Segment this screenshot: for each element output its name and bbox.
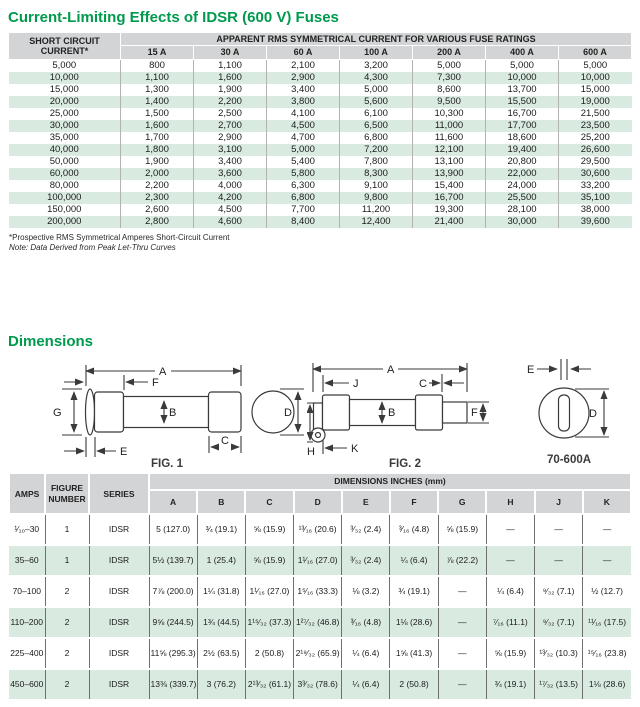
dimension-value-cell: 2 (50.8) bbox=[245, 638, 293, 669]
footnote-prospective: *Prospective RMS Symmetrical Amperes Short-Circuit Current bbox=[9, 232, 230, 242]
apparent-current-value: 17,700 bbox=[486, 120, 559, 132]
apparent-current-value: 1,300 bbox=[121, 84, 194, 96]
apparent-current-value: 9,800 bbox=[340, 192, 413, 204]
dimension-value-cell: ¼ (6.4) bbox=[342, 638, 390, 669]
apparent-current-value: 11,600 bbox=[413, 132, 486, 144]
figure-number-cell: 1 bbox=[45, 514, 89, 545]
apparent-current-value: 13,100 bbox=[413, 156, 486, 168]
current-table-row bbox=[9, 144, 632, 156]
apparent-current-value: 10,300 bbox=[413, 108, 486, 120]
apparent-current-value: 3,800 bbox=[267, 96, 340, 108]
dimension-value-cell: ⅛ (3.2) bbox=[342, 576, 390, 607]
apparent-current-value: 1,600 bbox=[194, 72, 267, 84]
apparent-current-value: 13,700 bbox=[486, 84, 559, 96]
dimension-value-cell: 3³⁄₃₂ (78.6) bbox=[294, 669, 342, 699]
current-table-row bbox=[9, 108, 632, 120]
apparent-current-value: 38,000 bbox=[559, 204, 632, 216]
rating-header-400a: 400 A bbox=[486, 46, 559, 59]
apparent-current-value: 2,200 bbox=[121, 180, 194, 192]
fig2-label-j: J bbox=[353, 378, 359, 391]
apparent-current-value: 3,600 bbox=[194, 168, 267, 180]
fig1-label-g: G bbox=[53, 407, 62, 420]
apparent-current-value: 5,600 bbox=[340, 96, 413, 108]
apparent-current-value: 30,600 bbox=[559, 168, 632, 180]
dimension-value-cell: 1¹⁄₁₆ (27.0) bbox=[294, 545, 342, 576]
dimension-value-cell: ⅝ (15.9) bbox=[438, 514, 486, 545]
short-circuit-value: 15,000 bbox=[49, 84, 79, 96]
fig1-fuse-drawing bbox=[52, 356, 307, 470]
apparent-current-value: 10,000 bbox=[559, 72, 632, 84]
end-view-drawing bbox=[507, 356, 632, 470]
dimensions-table-row bbox=[9, 545, 631, 576]
fig1-label-a: A bbox=[159, 366, 167, 379]
apparent-current-value: 15,000 bbox=[559, 84, 632, 96]
dimension-value-cell: 7⅞ (200.0) bbox=[149, 576, 197, 607]
short-circuit-value: 35,000 bbox=[49, 132, 79, 144]
short-circuit-header bbox=[9, 33, 121, 60]
short-circuit-value: 100,000 bbox=[47, 192, 82, 204]
current-limiting-table-header bbox=[9, 33, 632, 60]
apparent-current-value: 12,100 bbox=[413, 144, 486, 156]
figure-number-cell: 2 bbox=[45, 576, 89, 607]
apparent-current-value: 2,200 bbox=[194, 96, 267, 108]
apparent-current-value: 1,100 bbox=[121, 72, 194, 84]
short-circuit-value: 150,000 bbox=[47, 204, 82, 216]
apparent-current-value: 16,700 bbox=[413, 192, 486, 204]
fig1-label-e: E bbox=[120, 446, 128, 459]
figure-number-header bbox=[45, 473, 89, 513]
dimension-value-cell: 1⅛ (28.6) bbox=[390, 607, 438, 638]
fig1-label-c: C bbox=[221, 435, 229, 448]
apparent-current-value: 26,600 bbox=[559, 144, 632, 156]
dimensions-table-row bbox=[9, 669, 631, 699]
page-title: Current-Limiting Effects of IDSR (600 V) Fuses bbox=[8, 9, 339, 26]
apparent-current-value: 2,300 bbox=[121, 192, 194, 204]
dimension-value-cell: 9⅝ (244.5) bbox=[149, 607, 197, 638]
apparent-current-value: 1,100 bbox=[194, 59, 267, 72]
short-circuit-value: 200,000 bbox=[47, 216, 82, 228]
dim-col-j: J bbox=[535, 490, 583, 514]
apparent-current-value: 4,600 bbox=[194, 216, 267, 228]
end-view-caption: 70-600A bbox=[546, 454, 592, 467]
fig2-label-f: F bbox=[471, 407, 478, 420]
dimension-value-cell: 1⅝ (41.3) bbox=[390, 638, 438, 669]
dimension-value-cell: 1¼ (31.8) bbox=[197, 576, 245, 607]
apparent-current-value: 35,100 bbox=[559, 192, 632, 204]
apparent-current-value: 1,700 bbox=[121, 132, 194, 144]
apparent-current-value: 1,900 bbox=[194, 84, 267, 96]
figure-number-header-line2: NUMBER bbox=[48, 493, 86, 504]
apparent-current-value: 2,900 bbox=[267, 72, 340, 84]
apparent-current-value: 5,400 bbox=[267, 156, 340, 168]
dimension-value-cell: — bbox=[438, 638, 486, 669]
current-table-row bbox=[9, 192, 632, 204]
current-limiting-table bbox=[8, 32, 632, 228]
dimension-value-cell: — bbox=[535, 545, 583, 576]
dim-col-f: F bbox=[390, 490, 438, 514]
dimension-value-cell: — bbox=[438, 669, 486, 699]
apparent-current-value: 39,600 bbox=[559, 216, 632, 228]
apparent-current-value: 2,800 bbox=[121, 216, 194, 228]
dimension-value-cell: ³⁄₁₆ (4.8) bbox=[342, 607, 390, 638]
apparent-current-value: 13,900 bbox=[413, 168, 486, 180]
figure-number-cell: 1 bbox=[45, 545, 89, 576]
dimension-value-cell: ³⁄₁₆ (4.8) bbox=[390, 514, 438, 545]
apparent-current-value: 2,900 bbox=[194, 132, 267, 144]
apparent-current-value: 4,700 bbox=[267, 132, 340, 144]
short-circuit-value: 10,000 bbox=[49, 72, 79, 84]
dimension-value-cell: — bbox=[535, 514, 583, 545]
amps-range-cell: 70–100 bbox=[9, 576, 45, 607]
apparent-current-value: 5,000 bbox=[486, 59, 559, 72]
dim-col-c: C bbox=[245, 490, 293, 514]
dimension-value-cell: 5 (127.0) bbox=[149, 514, 197, 545]
short-circuit-value: 80,000 bbox=[49, 180, 79, 192]
apparent-current-value: 5,000 bbox=[267, 144, 340, 156]
apparent-current-value: 3,100 bbox=[194, 144, 267, 156]
dim-col-a: A bbox=[149, 490, 197, 514]
fig2-label-h: H bbox=[307, 446, 315, 459]
dimension-value-cell: — bbox=[583, 545, 631, 576]
apparent-current-group-header: APPARENT RMS SYMMETRICAL CURRENT FOR VARIOUS FUSE RATINGS bbox=[121, 33, 632, 46]
dim-col-b: B bbox=[197, 490, 245, 514]
amps-range-cell: 450–600 bbox=[9, 669, 45, 699]
dimension-value-cell: ¹³⁄₃₂ (10.3) bbox=[535, 638, 583, 669]
figure-number-cell: 2 bbox=[45, 607, 89, 638]
dimension-value-cell: 1¾ (44.5) bbox=[197, 607, 245, 638]
apparent-current-value: 29,500 bbox=[559, 156, 632, 168]
apparent-current-value: 25,500 bbox=[486, 192, 559, 204]
apparent-current-value: 15,500 bbox=[486, 96, 559, 108]
fig2-label-a: A bbox=[387, 364, 395, 377]
fig1-label-f: F bbox=[152, 377, 159, 390]
apparent-current-value: 16,700 bbox=[486, 108, 559, 120]
dimension-value-cell: 2¹³⁄₃₂ (61.1) bbox=[245, 669, 293, 699]
apparent-current-value: 3,200 bbox=[340, 59, 413, 72]
dimension-value-cell: ⅝ (15.9) bbox=[245, 545, 293, 576]
fig2-caption: FIG. 2 bbox=[389, 458, 421, 471]
apparent-current-value: 20,800 bbox=[486, 156, 559, 168]
dimension-value-cell: ¹⁵⁄₁₆ (23.8) bbox=[583, 638, 631, 669]
dimensions-table bbox=[8, 472, 632, 698]
current-table-row bbox=[9, 156, 632, 168]
series-cell: IDSR bbox=[89, 514, 149, 545]
dimension-value-cell: ¼ (6.4) bbox=[390, 545, 438, 576]
dimension-value-cell: ¼ (6.4) bbox=[342, 669, 390, 699]
dim-col-d: D bbox=[294, 490, 342, 514]
dimensions-table-body bbox=[9, 514, 631, 699]
dim-col-g: G bbox=[438, 490, 486, 514]
amps-range-cell: 110–200 bbox=[9, 607, 45, 638]
current-limiting-table-body bbox=[9, 59, 632, 228]
apparent-current-value: 1,600 bbox=[121, 120, 194, 132]
dimension-value-cell: — bbox=[583, 514, 631, 545]
apparent-current-value: 11,200 bbox=[340, 204, 413, 216]
apparent-current-value: 1,900 bbox=[121, 156, 194, 168]
apparent-current-value: 10,000 bbox=[486, 72, 559, 84]
fig2-label-c: C bbox=[419, 378, 427, 391]
apparent-current-value: 2,100 bbox=[267, 59, 340, 72]
apparent-current-value: 23,500 bbox=[559, 120, 632, 132]
short-circuit-header-line1: SHORT CIRCUIT bbox=[29, 35, 100, 46]
rating-header-100a: 100 A bbox=[340, 46, 413, 59]
apparent-current-value: 5,000 bbox=[413, 59, 486, 72]
apparent-current-value: 4,100 bbox=[267, 108, 340, 120]
dimension-figures bbox=[52, 356, 632, 470]
dimensions-table-row bbox=[9, 607, 631, 638]
dimension-value-cell: ⁷⁄₁₆ (11.1) bbox=[486, 607, 534, 638]
apparent-current-value: 1,500 bbox=[121, 108, 194, 120]
apparent-current-value: 800 bbox=[121, 59, 194, 72]
dimension-value-cell: — bbox=[486, 545, 534, 576]
apparent-current-value: 30,000 bbox=[486, 216, 559, 228]
dimension-value-cell: 1⁵⁄₁₆ (33.3) bbox=[294, 576, 342, 607]
rating-header-30a: 30 A bbox=[194, 46, 267, 59]
apparent-current-value: 6,500 bbox=[340, 120, 413, 132]
apparent-current-value: 12,400 bbox=[340, 216, 413, 228]
amps-range-cell: ¹⁄₁₀–30 bbox=[9, 514, 45, 545]
dimension-value-cell: ¾ (19.1) bbox=[486, 669, 534, 699]
apparent-current-value: 8,400 bbox=[267, 216, 340, 228]
apparent-current-value: 21,400 bbox=[413, 216, 486, 228]
figure-number-header-line1: FIGURE bbox=[50, 483, 84, 494]
dimensions-table-row bbox=[9, 576, 631, 607]
rating-header-15a: 15 A bbox=[121, 46, 194, 59]
dim-col-e: E bbox=[342, 490, 390, 514]
dimension-value-cell: 2½ (63.5) bbox=[197, 638, 245, 669]
apparent-current-value: 19,400 bbox=[486, 144, 559, 156]
amps-header: AMPS bbox=[9, 473, 45, 513]
dimension-value-cell: — bbox=[438, 576, 486, 607]
short-circuit-value: 30,000 bbox=[49, 120, 79, 132]
apparent-current-value: 28,100 bbox=[486, 204, 559, 216]
dimension-value-cell: 1¹⁵⁄₃₂ (37.3) bbox=[245, 607, 293, 638]
dimension-value-cell: — bbox=[486, 514, 534, 545]
current-table-row bbox=[9, 84, 632, 96]
dimension-value-cell: ³⁄₃₂ (2.4) bbox=[342, 545, 390, 576]
amps-range-cell: 35–60 bbox=[9, 545, 45, 576]
dimension-value-cell: 1⅛ (28.6) bbox=[583, 669, 631, 699]
end-view-label-d: D bbox=[589, 408, 597, 421]
footnotes bbox=[9, 233, 632, 254]
dimension-value-cell: ¹³⁄₁₆ (20.6) bbox=[294, 514, 342, 545]
dimension-value-cell: 11⅝ (295.3) bbox=[149, 638, 197, 669]
short-circuit-value: 5,000 bbox=[52, 60, 77, 72]
apparent-current-value: 8,300 bbox=[340, 168, 413, 180]
apparent-current-value: 1,400 bbox=[121, 96, 194, 108]
current-table-row bbox=[9, 120, 632, 132]
figure-number-cell: 2 bbox=[45, 669, 89, 699]
dimension-value-cell: 2 (50.8) bbox=[390, 669, 438, 699]
current-table-row bbox=[9, 59, 632, 72]
apparent-current-value: 3,400 bbox=[267, 84, 340, 96]
dimensions-group-header: DIMENSIONS INCHES (mm) bbox=[149, 473, 631, 489]
current-table-row bbox=[9, 168, 632, 180]
apparent-current-value: 6,100 bbox=[340, 108, 413, 120]
series-cell: IDSR bbox=[89, 607, 149, 638]
apparent-current-value: 5,800 bbox=[267, 168, 340, 180]
figure-number-cell: 2 bbox=[45, 638, 89, 669]
current-table-row bbox=[9, 216, 632, 228]
apparent-current-value: 6,800 bbox=[267, 192, 340, 204]
fig1-label-b: B bbox=[169, 407, 177, 420]
rating-header-60a: 60 A bbox=[267, 46, 340, 59]
apparent-current-value: 4,300 bbox=[340, 72, 413, 84]
dim-col-h: H bbox=[486, 490, 534, 514]
dimension-value-cell: ¼ (6.4) bbox=[486, 576, 534, 607]
rating-header-600a: 600 A bbox=[559, 46, 632, 59]
apparent-current-value: 11,000 bbox=[413, 120, 486, 132]
fig2-label-k: K bbox=[351, 443, 359, 456]
apparent-current-value: 9,500 bbox=[413, 96, 486, 108]
series-cell: IDSR bbox=[89, 669, 149, 699]
dimension-value-cell: 3 (76.2) bbox=[197, 669, 245, 699]
apparent-current-value: 5,000 bbox=[340, 84, 413, 96]
amps-range-cell: 225–400 bbox=[9, 638, 45, 669]
dimension-value-cell: — bbox=[438, 607, 486, 638]
apparent-current-value: 19,000 bbox=[559, 96, 632, 108]
apparent-current-value: 2,500 bbox=[194, 108, 267, 120]
apparent-current-value: 8,600 bbox=[413, 84, 486, 96]
apparent-current-value: 7,200 bbox=[340, 144, 413, 156]
dimension-value-cell: 5½ (139.7) bbox=[149, 545, 197, 576]
apparent-current-value: 4,500 bbox=[267, 120, 340, 132]
short-circuit-value: 40,000 bbox=[49, 144, 79, 156]
apparent-current-value: 7,800 bbox=[340, 156, 413, 168]
apparent-current-value: 6,800 bbox=[340, 132, 413, 144]
dimension-value-cell: 1¹⁄₁₆ (27.0) bbox=[245, 576, 293, 607]
dimensions-table-header bbox=[9, 473, 631, 513]
short-circuit-value: 25,000 bbox=[49, 108, 79, 120]
apparent-current-value: 24,000 bbox=[486, 180, 559, 192]
series-header: SERIES bbox=[89, 473, 149, 513]
dimensions-heading: Dimensions bbox=[8, 333, 94, 351]
dimension-value-cell: 13⅜ (339.7) bbox=[149, 669, 197, 699]
fig1-label-d: D bbox=[284, 407, 292, 420]
apparent-current-value: 18,600 bbox=[486, 132, 559, 144]
apparent-current-value: 6,300 bbox=[267, 180, 340, 192]
current-table-row bbox=[9, 180, 632, 192]
fig2-label-b: B bbox=[388, 407, 396, 420]
apparent-current-value: 2,700 bbox=[194, 120, 267, 132]
current-table-row bbox=[9, 132, 632, 144]
dimension-value-cell: ⅞ (22.2) bbox=[438, 545, 486, 576]
apparent-current-value: 2,600 bbox=[121, 204, 194, 216]
apparent-current-value: 1,800 bbox=[121, 144, 194, 156]
dimension-value-cell: ¹¹⁄₁₆ (17.5) bbox=[583, 607, 631, 638]
dimension-value-cell: 1 (25.4) bbox=[197, 545, 245, 576]
apparent-current-value: 4,500 bbox=[194, 204, 267, 216]
dimension-value-cell: ½ (12.7) bbox=[583, 576, 631, 607]
apparent-current-value: 19,300 bbox=[413, 204, 486, 216]
apparent-current-value: 15,400 bbox=[413, 180, 486, 192]
apparent-current-value: 4,200 bbox=[194, 192, 267, 204]
dimension-value-cell: ⁹⁄₃₂ (7.1) bbox=[535, 607, 583, 638]
fig2-fuse-drawing bbox=[307, 356, 507, 470]
short-circuit-value: 20,000 bbox=[49, 96, 79, 108]
dimension-value-cell: 2¹⁹⁄₃₂ (65.9) bbox=[294, 638, 342, 669]
apparent-current-value: 7,700 bbox=[267, 204, 340, 216]
current-table-row bbox=[9, 204, 632, 216]
dimension-value-cell: ¾ (19.1) bbox=[197, 514, 245, 545]
apparent-current-value: 33,200 bbox=[559, 180, 632, 192]
short-circuit-header-line2: CURRENT* bbox=[40, 45, 89, 56]
apparent-current-value: 25,200 bbox=[559, 132, 632, 144]
current-table-row bbox=[9, 96, 632, 108]
dimension-value-cell: ⅝ (15.9) bbox=[486, 638, 534, 669]
dimension-value-cell: 1²⁷⁄₃₂ (46.8) bbox=[294, 607, 342, 638]
dim-col-k: K bbox=[583, 490, 631, 514]
apparent-current-value: 5,000 bbox=[559, 59, 632, 72]
series-cell: IDSR bbox=[89, 576, 149, 607]
series-cell: IDSR bbox=[89, 545, 149, 576]
dimension-value-cell: ¾ (19.1) bbox=[390, 576, 438, 607]
dimensions-table-row bbox=[9, 514, 631, 545]
apparent-current-value: 22,000 bbox=[486, 168, 559, 180]
apparent-current-value: 4,000 bbox=[194, 180, 267, 192]
series-cell: IDSR bbox=[89, 638, 149, 669]
current-table-row bbox=[9, 72, 632, 84]
dimension-value-cell: ³⁄₃₂ (2.4) bbox=[342, 514, 390, 545]
rating-header-200a: 200 A bbox=[413, 46, 486, 59]
dimension-value-cell: ⅝ (15.9) bbox=[245, 514, 293, 545]
dimension-value-cell: ⁹⁄₃₂ (7.1) bbox=[535, 576, 583, 607]
dimension-value-cell: ¹⁷⁄₃₂ (13.5) bbox=[535, 669, 583, 699]
apparent-current-value: 7,300 bbox=[413, 72, 486, 84]
apparent-current-value: 3,400 bbox=[194, 156, 267, 168]
apparent-current-value: 9,100 bbox=[340, 180, 413, 192]
apparent-current-value: 21,500 bbox=[559, 108, 632, 120]
dimensions-table-row bbox=[9, 638, 631, 669]
short-circuit-value: 50,000 bbox=[49, 156, 79, 168]
short-circuit-value: 60,000 bbox=[49, 168, 79, 180]
apparent-current-value: 2,000 bbox=[121, 168, 194, 180]
fig1-caption: FIG. 1 bbox=[151, 458, 183, 471]
end-view-label-e: E bbox=[527, 364, 535, 377]
footnote-note: Note: Data Derived from Peak Let-Thru Curves bbox=[9, 243, 176, 253]
